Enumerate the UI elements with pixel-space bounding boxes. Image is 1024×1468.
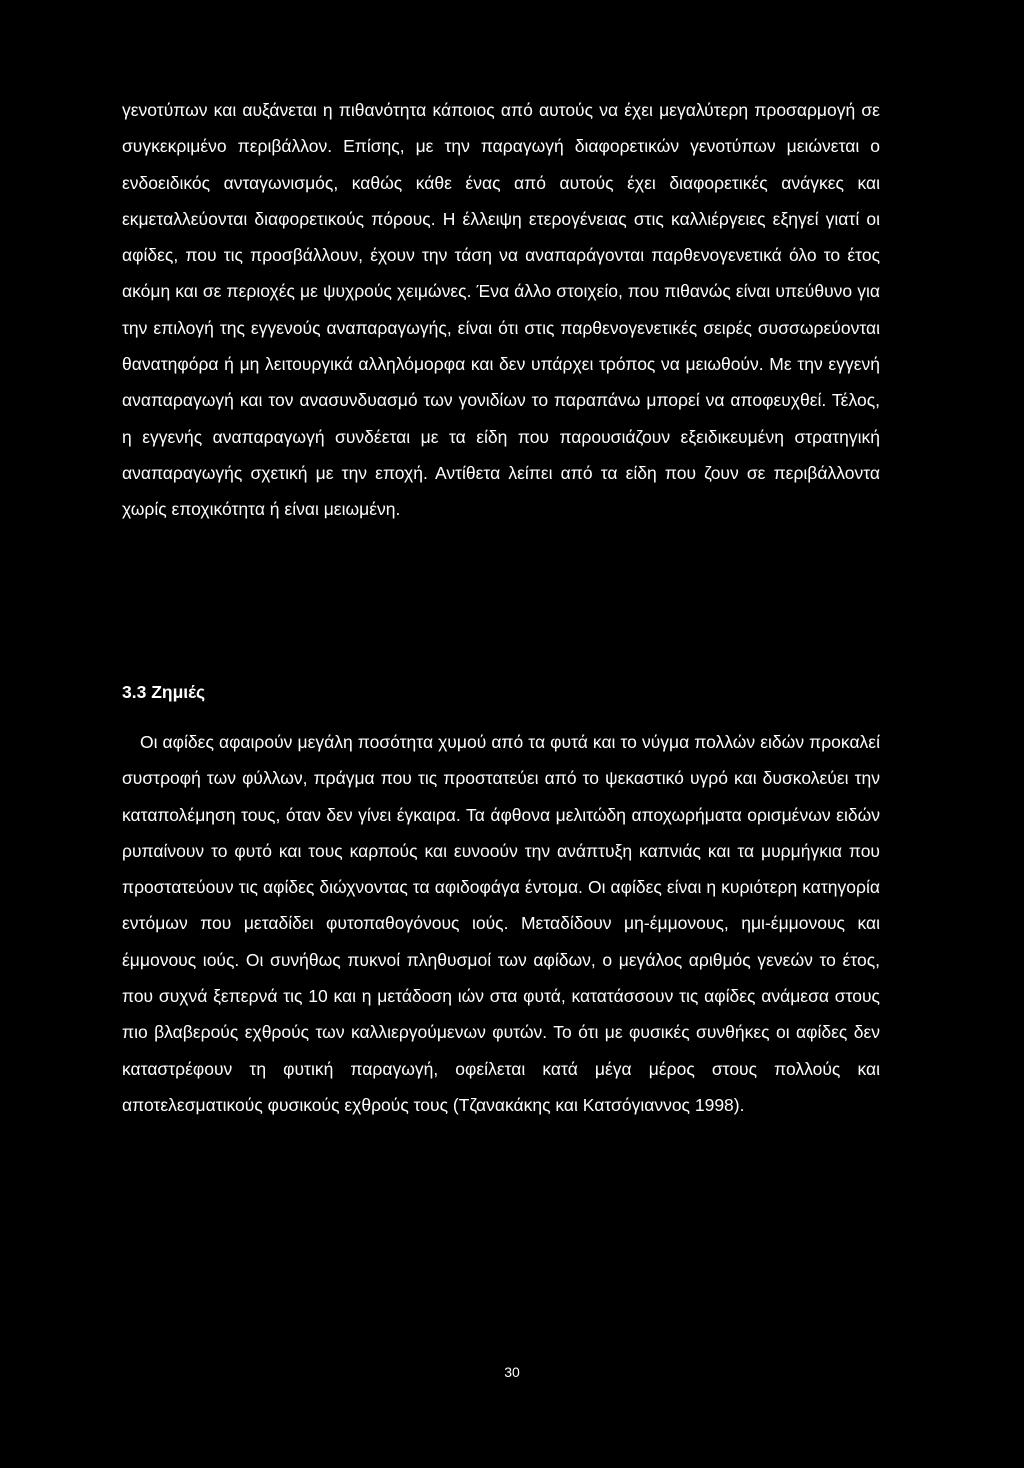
body-paragraph-damages: Οι αφίδες αφαιρούν μεγάλη ποσότητα χυμού από τα φυτά και το νύγμα πολλών ειδών προκαλεί συστροφή των φύλλων, πράγμα που τις προστατεύει από το ψεκαστικό υγρό και δυσκολεύει την καταπολέμηση τους, όταν δεν γίνει έγκαιρα. Τα άφθονα μελιτώδη αποχωρήματα ορισμένων ειδών ρυπαίνουν το φυτό και τους καρπούς και ευνοούν την ανάπτυξη καπνιάς και τα μυρμήγκια που προστατεύουν τις αφίδες διώχνοντας τα αφιδοφάγα έντομα. Οι αφίδες είναι η κυριότερη κατηγορία εντόμων που μεταδίδει φυτοπαθογόνους ιούς. Μεταδίδουν μη-έμμονους, ημι-έμμονους και έμμονους ιούς. Οι συνήθως πυκνοί πληθυσμοί των αφίδων, ο μεγάλος αριθμός γενεών το έτος, που συχνά ξεπερνά τις 10 και η μετάδοση ιών στα φυτά, κατατάσσουν τις αφίδες ανάμεσα στους πιο βλαβερούς εχθρούς των καλλιεργούμενων φυτών. Το ότι με φυσικές συνθήκες οι αφίδες δεν καταστρέφουν τη φυτική παραγωγή, οφείλεται κατά μέγα μέρος στους πολλούς και αποτελεσματικούς φυσικούς εχθρούς τους (Τζανακάκης και Κατσόγιαννος 1998). xyxy=(122,732,880,1115)
section-heading: 3.3 Ζημιές xyxy=(122,682,206,702)
body-paragraph-continuation: γενοτύπων και αυξάνεται η πιθανότητα κάποιος από αυτούς να έχει μεγαλύτερη προσαρμογή σε συγκεκριμένο περιβάλλον. Επίσης, με την παραγωγή διαφορετικών γενοτύπων μειώνεται ο ενδοειδικός ανταγωνισμός, καθώς κάθε ένας από αυτούς έχει διαφορετικές ανάγκες και εκμεταλλεύονται διαφορετικούς πόρους. Η έλλειψη ετερογένειας στις καλλιέργειες εξηγεί γιατί οι αφίδες, που τις προσβάλλουν, έχουν την τάση να αναπαράγονται παρθενογενετικά όλο το έτος ακόμη και σε περιοχές με ψυχρούς χειμώνες. Ένα άλλο στοιχείο, που πιθανώς είναι υπεύθυνο για την επιλογή της εγγενούς αναπαραγωγής, είναι ότι στις παρθενογενετικές σειρές συσσωρεύονται θανατηφόρα ή μη λειτουργικά αλληλόμορφα και δεν υπάρχει τρόπος να μειωθούν. Με την εγγενή αναπαραγωγή και τον ανασυνδυασμό των γονιδίων το παραπάνω μπορεί να αποφευχθεί. Τέλος, η εγγενής αναπαραγωγή συνδέεται με τα είδη που παρουσιάζουν εξειδικευμένη στρατηγική αναπαραγωγής σχετική με την εποχή. Αντίθετα λείπει από τα είδη που ζουν σε περιβάλλοντα χωρίς εποχικότητα ή είναι μειωμένη. xyxy=(122,100,880,520)
page-number: 30 xyxy=(504,1364,520,1380)
